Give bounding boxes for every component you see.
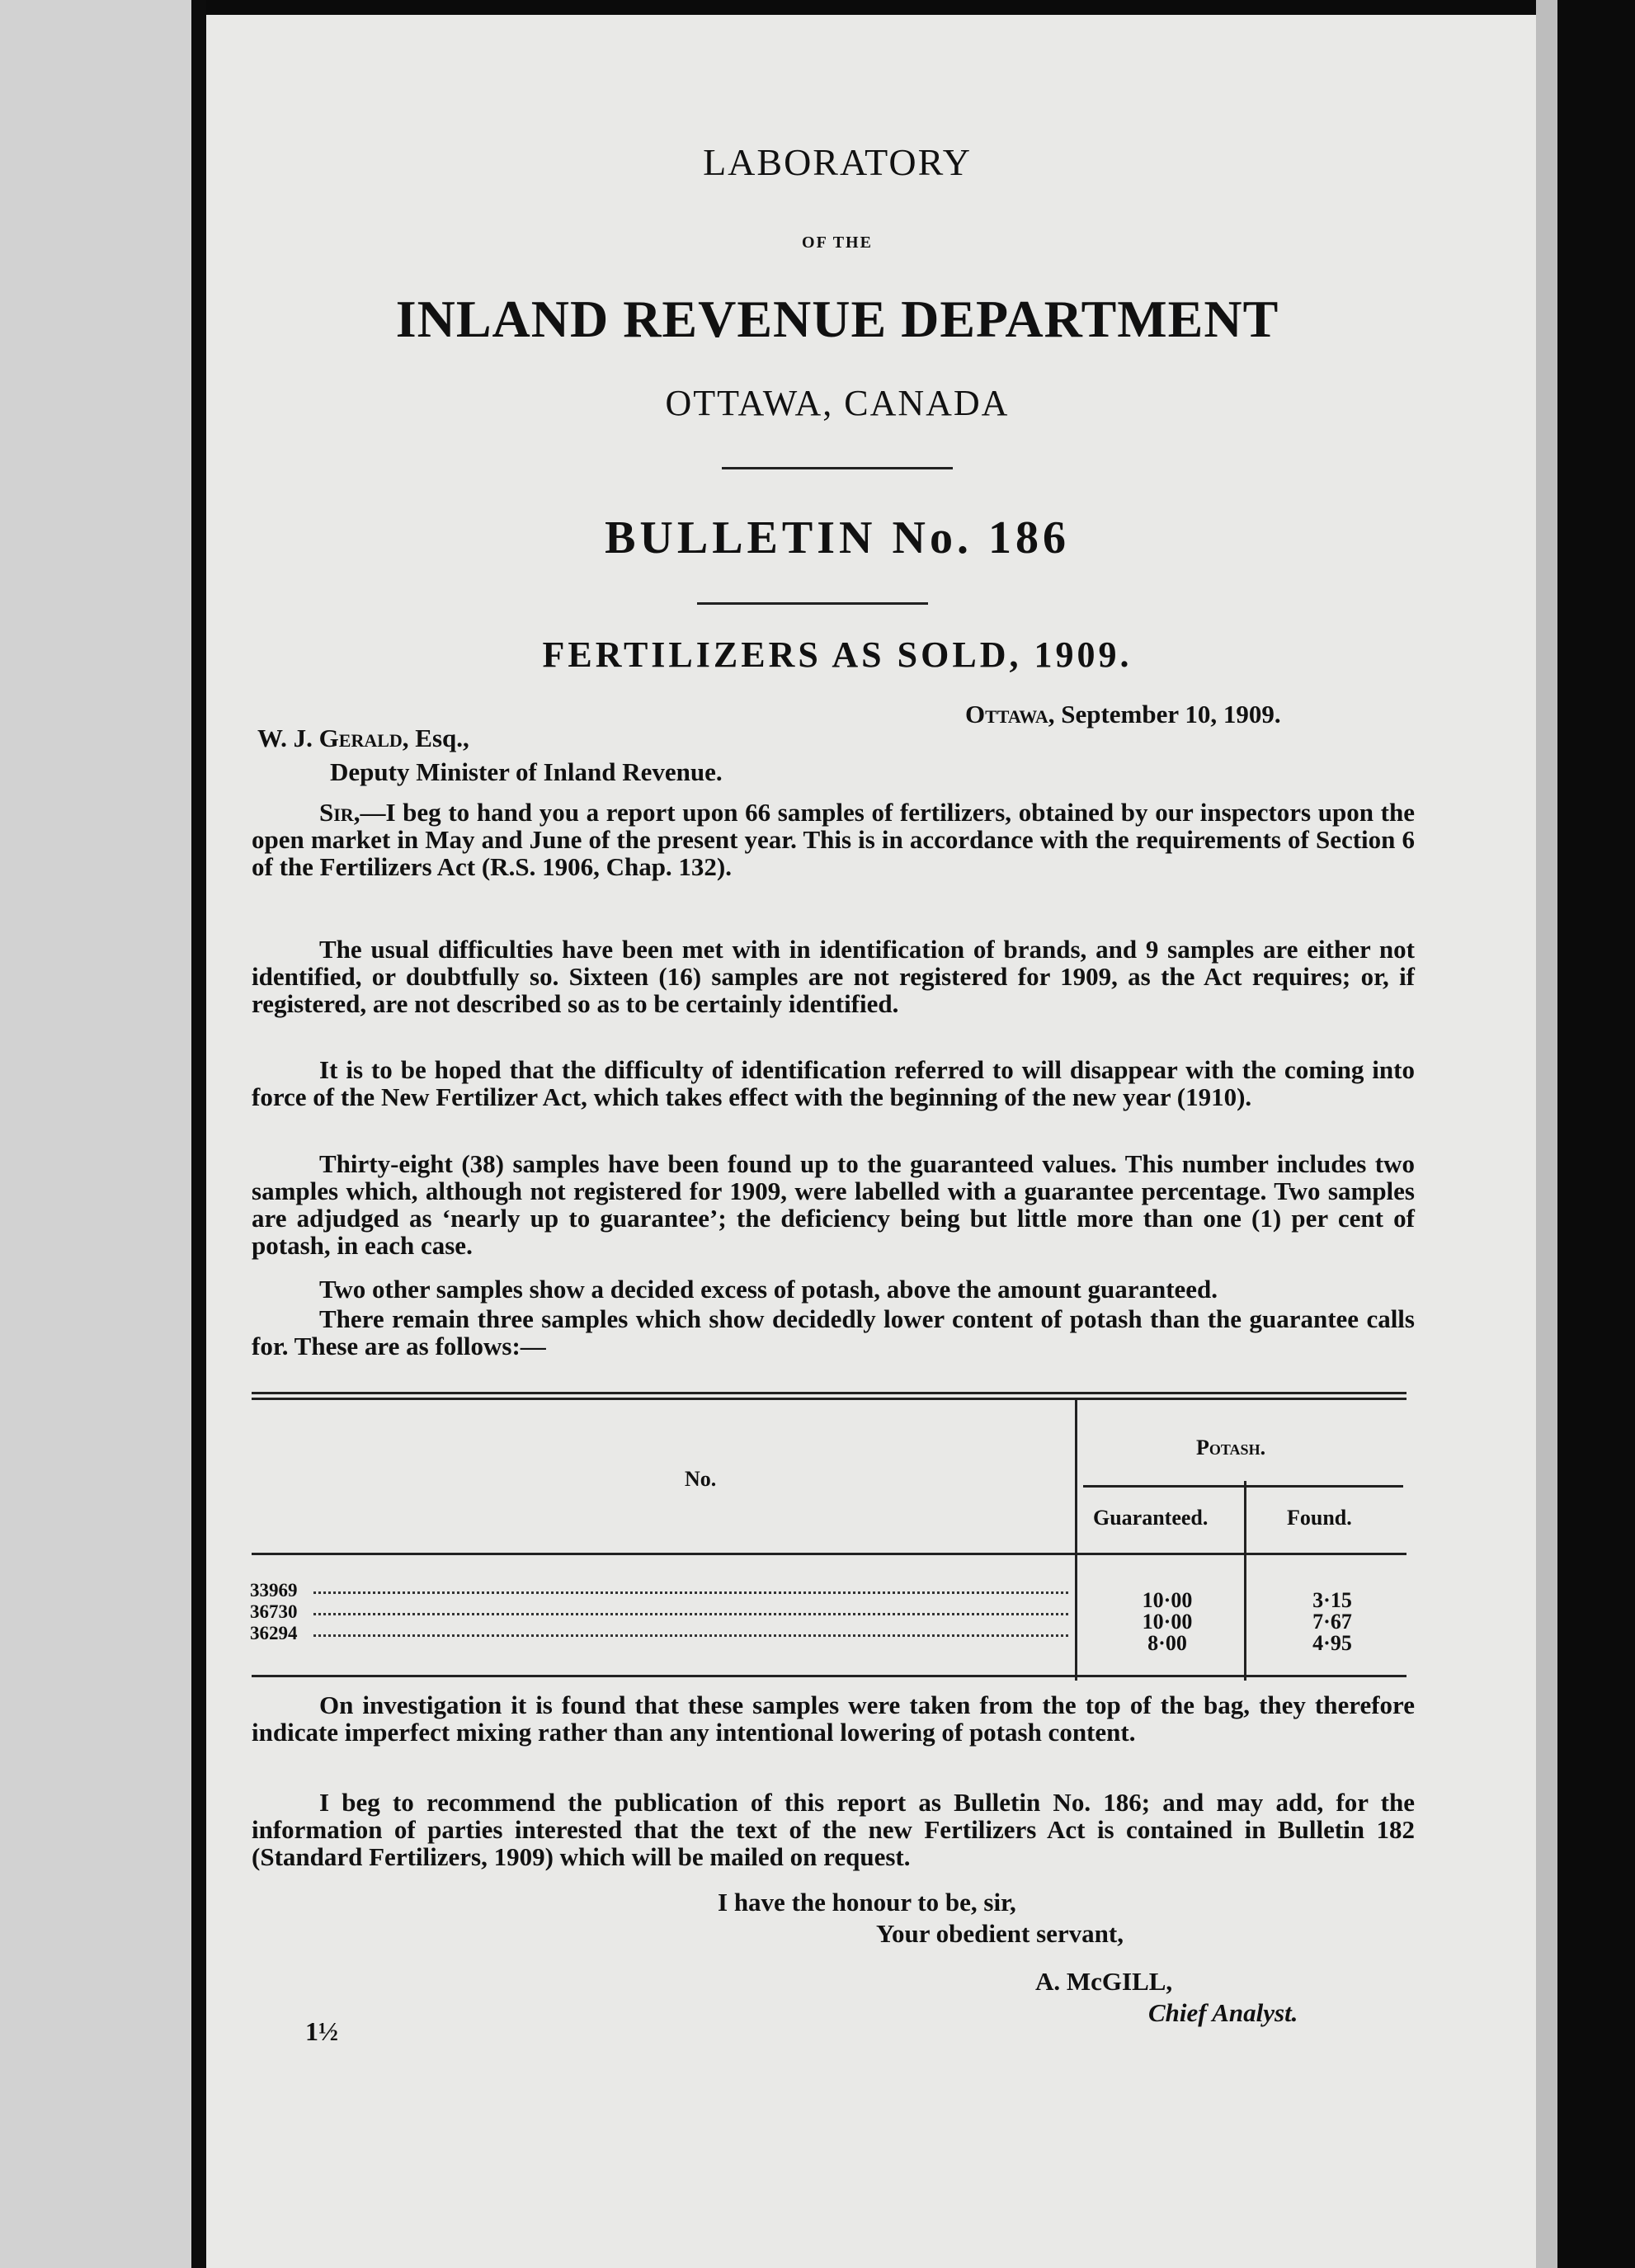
book-spine	[191, 0, 206, 2268]
addressee-line	[257, 724, 469, 753]
letter-date: , September 10, 1909.	[1048, 700, 1281, 728]
col-header-no: No.	[685, 1467, 717, 1491]
scan-right-border	[1557, 0, 1635, 2268]
row-no: 33969	[250, 1580, 298, 1601]
paragraph-2: The usual difficulties have been met with in identification of brands, and 9 samples are either not identified, or doubtfully so. Sixteen (16) samples are not registered for 1909, as the Act requires; or, if registered, are not described so as to be certainly identified.	[252, 935, 1415, 1018]
signature-mark: 1½	[305, 2016, 338, 2046]
heading-of-the: OF THE	[802, 233, 873, 252]
row-guaranteed: 10·00	[1142, 1610, 1193, 1634]
row-guaranteed: 10·00	[1142, 1588, 1193, 1612]
signature-title: Chief Analyst.	[1148, 1998, 1298, 2027]
addressee-suffix: , Esq.,	[402, 724, 469, 752]
paragraph-5: Two other samples show a decided excess of potash, above the amount guaranteed.	[319, 1275, 1218, 1304]
paragraph-3: It is to be hoped that the difficulty of identification referred to will disappear with the coming into force of the New Fertilizer Act, which takes effect with the beginning of the new year (1910).	[252, 1055, 1415, 1111]
bulletin-number: BULLETIN No. 186	[605, 512, 1070, 563]
paragraph-4: Thirty-eight (38) samples have been found up to the guaranteed values. This number includes two samples which, although not registered for 1909, were labelled with a guarantee percentage. Two samples are adjudged as ‘nearly up to guarantee’; the deficiency being but little more than one (1) per cent of potash, in each case.	[252, 1149, 1415, 1260]
dot-leader	[313, 1631, 1068, 1637]
heading-location: OTTAWA, CANADA	[665, 383, 1010, 423]
dot-leader	[313, 1588, 1068, 1594]
table-divider-main	[1075, 1400, 1077, 1681]
col-header-potash: Potash.	[1196, 1436, 1266, 1459]
table-divider-found	[1244, 1481, 1246, 1681]
closing-line-1: I have the honour to be, sir,	[718, 1888, 1016, 1917]
row-found: 3·15	[1312, 1588, 1352, 1612]
scan-top-border	[0, 0, 1635, 15]
row-no: 36294	[250, 1623, 298, 1643]
bulletin-subject: FERTILIZERS AS SOLD, 1909.	[542, 634, 1133, 675]
row-found: 4·95	[1312, 1631, 1352, 1655]
heading-department: INLAND REVENUE DEPARTMENT	[395, 290, 1279, 348]
letter-dateline	[965, 700, 1281, 729]
addressee-title: Deputy Minister of Inland Revenue.	[330, 757, 723, 786]
row-no: 36730	[250, 1601, 298, 1622]
table-rule-top-2	[252, 1398, 1406, 1400]
col-header-guaranteed: Guaranteed.	[1093, 1506, 1209, 1530]
header-rule-1	[722, 467, 953, 469]
document-page	[206, 15, 1536, 2268]
table-rule-bottom	[252, 1675, 1406, 1677]
header-rule-2	[697, 602, 928, 605]
letter-place: Ottawa	[965, 700, 1048, 728]
addressee-name: W. J. Gerald	[257, 724, 403, 752]
facing-page-edge	[0, 0, 191, 2268]
table-rule-group	[1083, 1485, 1403, 1488]
paragraph-7: On investigation it is found that these samples were taken from the top of the bag, they therefore indicate imperfect mixing rather than any intentional lowering of potash content.	[252, 1690, 1415, 1747]
paragraph-1: Sir,—I beg to hand you a report upon 66 samples of fertilizers, obtained by our inspectors upon the open market in May and June of the present year. This is in accordance with the requirements of Section 6 of the Fertilizers Act (R.S. 1906, Chap. 132).	[252, 798, 1415, 881]
col-header-found: Found.	[1287, 1506, 1352, 1530]
table-rule-top-1	[252, 1392, 1406, 1394]
paragraph-8: I beg to recommend the publication of this report as Bulletin No. 186; and may add, for the information of parties interested that the text of the new Fertilizers Act is contained in Bulletin 182 (Standard Fertilizers, 1909) which will be mailed on request.	[252, 1788, 1415, 1871]
heading-laboratory: LABORATORY	[703, 141, 972, 183]
row-found: 7·67	[1312, 1610, 1352, 1634]
closing-line-2: Your obedient servant,	[876, 1919, 1124, 1948]
paragraph-6: There remain three samples which show decidedly lower content of potash than the guarantee calls for. These are as follows:—	[252, 1304, 1415, 1360]
dot-leader	[313, 1610, 1068, 1615]
table-rule-header	[252, 1553, 1406, 1555]
row-guaranteed: 8·00	[1147, 1631, 1187, 1655]
signature: A. McGILL,	[1035, 1967, 1173, 1996]
salutation: Sir,	[319, 798, 360, 827]
page-edge-right	[1536, 0, 1557, 2268]
